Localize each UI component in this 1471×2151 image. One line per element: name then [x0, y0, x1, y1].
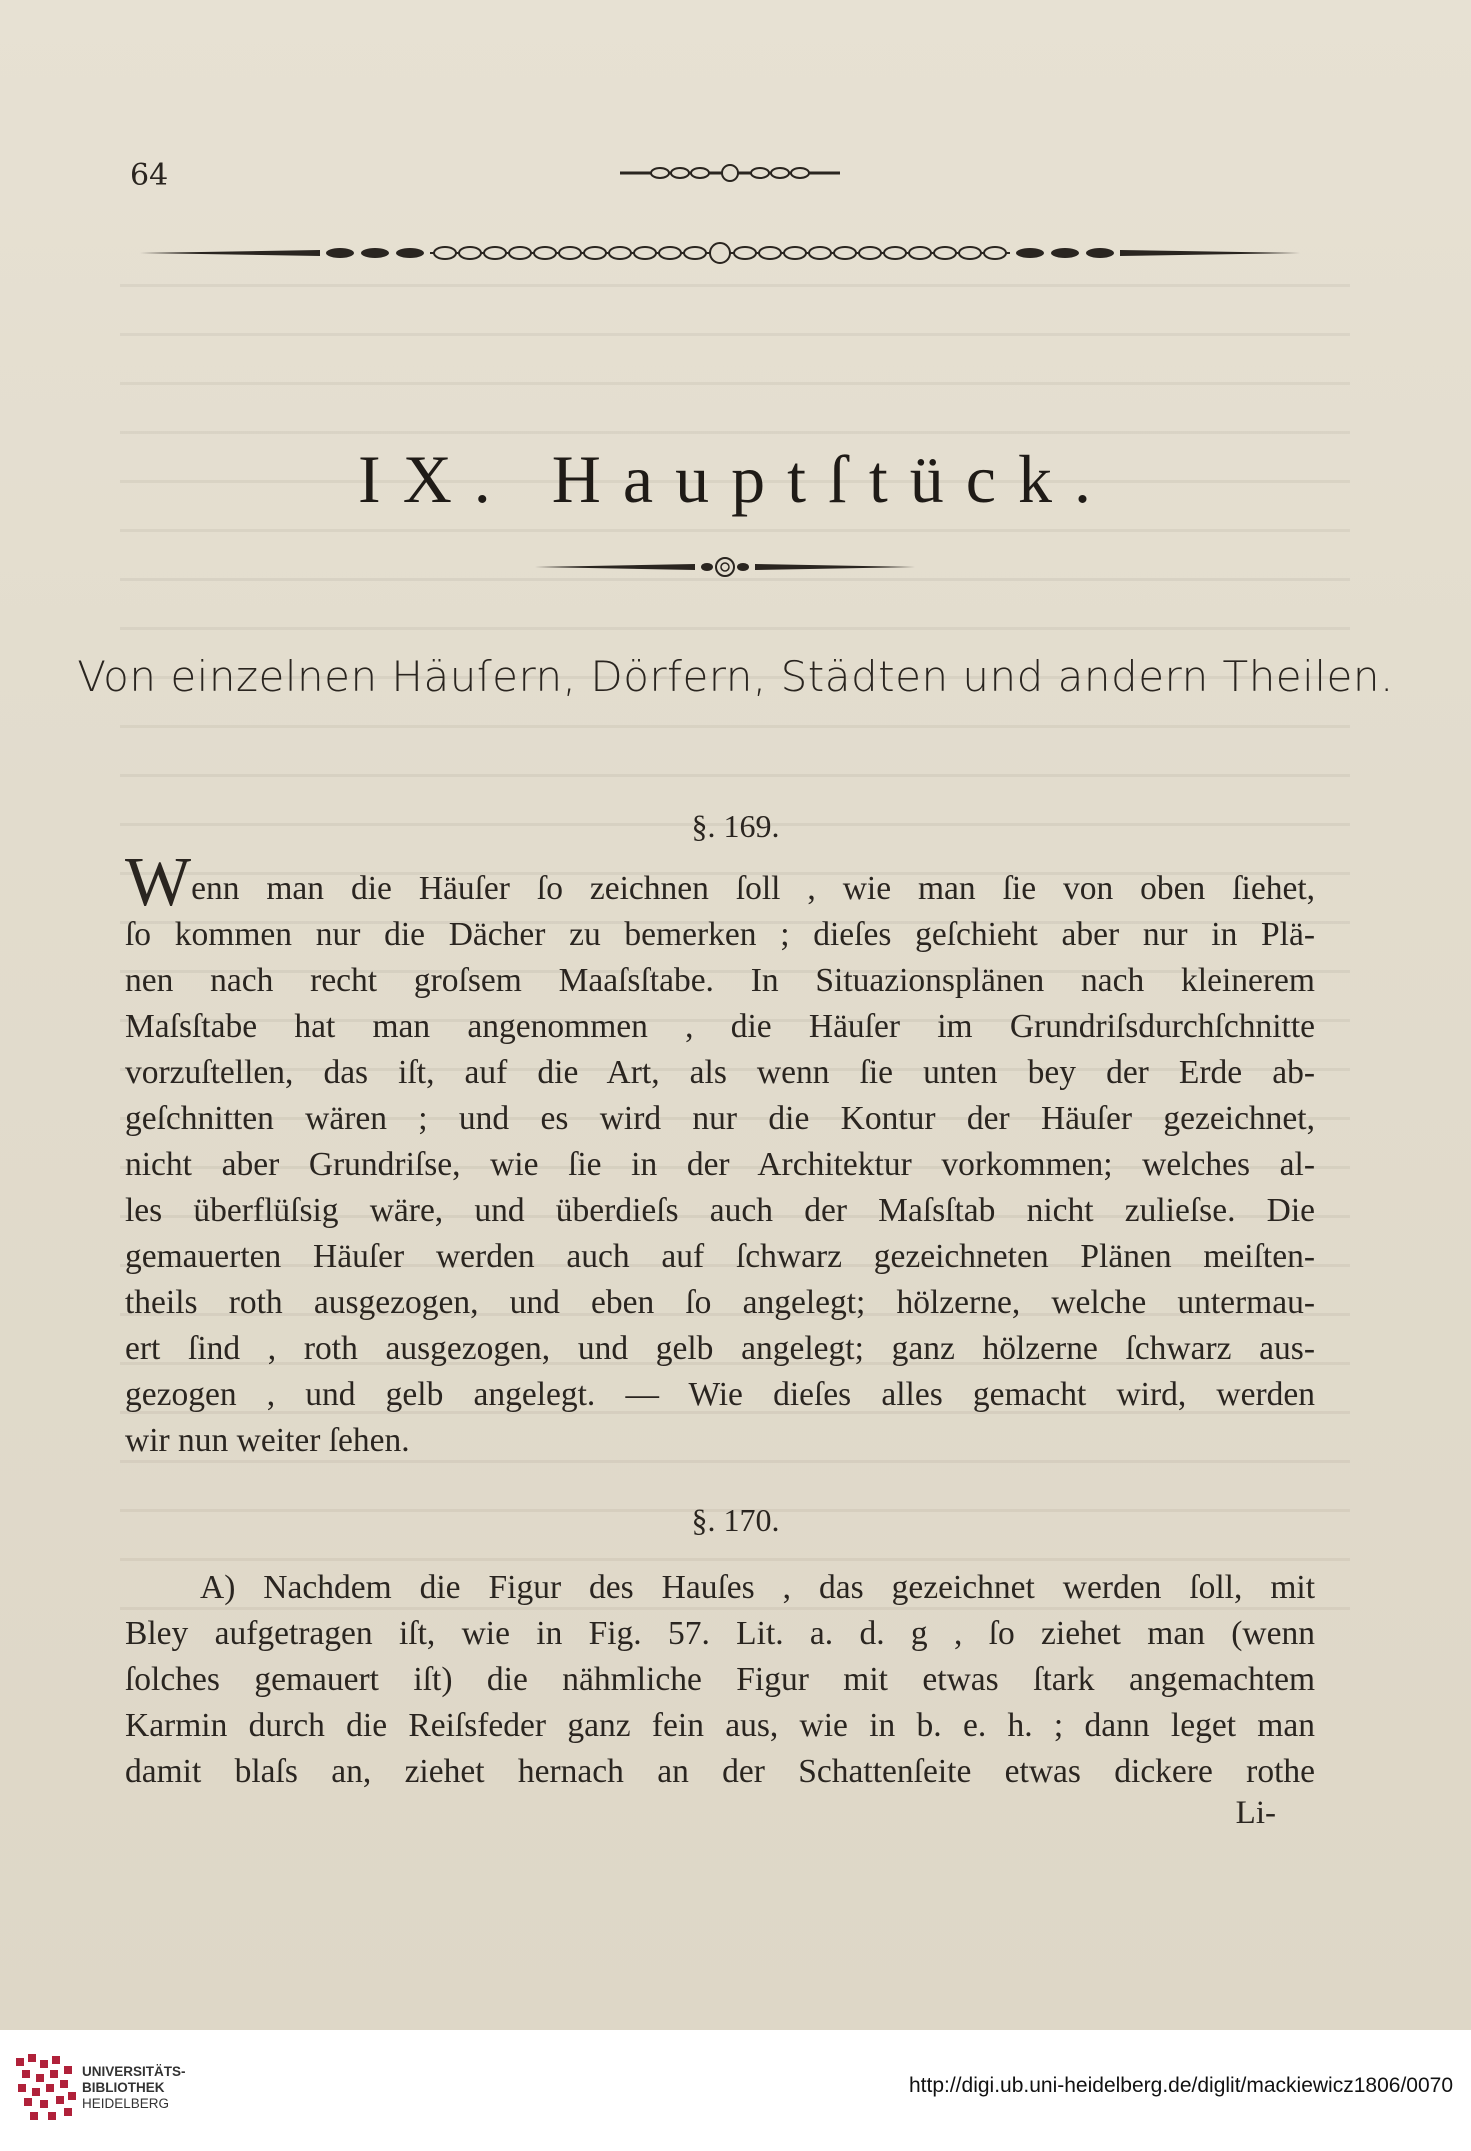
- page-number: 64: [130, 158, 169, 193]
- drop-cap: W: [125, 844, 192, 921]
- paragraph-number: §. 169.: [691, 808, 780, 844]
- section-title: Von einzelnen Häuſern, Dörfern, Städten und andern Theilen.: [77, 652, 1394, 701]
- decorative-rule: [140, 238, 1300, 268]
- text-line: wir nun weiter ſehen.: [125, 1422, 410, 1459]
- library-name: UNIVERSITÄTS- BIBLIOTHEK HEIDELBERG: [82, 2064, 186, 2111]
- paragraph-170-text: [125, 1565, 1315, 1795]
- source-url-link[interactable]: http://digi.ub.uni-heidelberg.de/diglit/mackiewicz1806/0070: [908, 2074, 1453, 2097]
- text-line: gemauerten Häuſer werden auch auf ſchwarz gezeichneten Plänen meiſten-: [125, 1238, 1315, 1275]
- header-ornament: [620, 162, 840, 184]
- text-line: nicht aber Grundriſse, wie ſie in der Architektur vorkommen; welches al-: [125, 1146, 1315, 1183]
- text-line: theils roth ausgezogen, und eben ſo angelegt; hölzerne, welche untermau-: [125, 1284, 1315, 1321]
- text-line: nen nach recht groſsem Maaſsſtabe. In Situazionsplänen nach kleinerem: [125, 962, 1315, 999]
- text-line: A) Nachdem die Figur des Hauſes , das gezeichnet werden ſoll, mit: [200, 1569, 1315, 1606]
- text-line: vorzuſtellen, das iſt, auf die Art, als wenn ſie unten bey der Erde ab-: [125, 1054, 1315, 1091]
- text-line: Maſsſtabe hat man angenommen , die Häuſer im Grundriſsdurchſchnitte: [125, 1008, 1315, 1045]
- paragraph-169-text: [125, 844, 1315, 1464]
- catchword: Li-: [1235, 1795, 1276, 1831]
- text-line: Wenn man die Häuſer ſo zeichnen ſoll , wie man ſie von oben ſiehet,: [125, 844, 1315, 921]
- text-line: geſchnitten wären ; und es wird nur die Kontur der Häuſer gezeichnet,: [125, 1100, 1315, 1137]
- text-line: Karmin durch die Reiſsfeder ganz fein aus, wie in b. e. h. ; dann leget man: [125, 1707, 1315, 1744]
- viewer-footer: [0, 2030, 1471, 2151]
- chapter-ornament: [535, 555, 915, 579]
- text-line: gezogen , und gelb angelegt. — Wie dieſes alles gemacht wird, werden: [125, 1376, 1315, 1413]
- text-line: Bley aufgetragen iſt, wie in Fig. 57. Lit. a. d. g , ſo ziehet man (wenn: [125, 1615, 1315, 1652]
- text-line: ert ſind , roth ausgezogen, und gelb angelegt; ganz hölzerne ſchwarz aus-: [125, 1330, 1315, 1367]
- text-line: ſo kommen nur die Dächer zu bemerken ; dieſes geſchieht aber nur in Plä-: [125, 916, 1315, 953]
- text-line: ſolches gemauert iſt) die nähmliche Figur mit etwas ſtark angemachtem: [125, 1661, 1315, 1698]
- paragraph-number: §. 170.: [691, 1502, 780, 1538]
- chapter-title: IX. Hauptſtück.: [358, 441, 1113, 517]
- text-line: les überflüſsig wäre, und überdieſs auch der Maſsſtab nicht zulieſse. Die: [125, 1192, 1315, 1229]
- text-line: damit blaſs an, ziehet hernach an der Schattenſeite etwas dickere rothe: [125, 1753, 1315, 1790]
